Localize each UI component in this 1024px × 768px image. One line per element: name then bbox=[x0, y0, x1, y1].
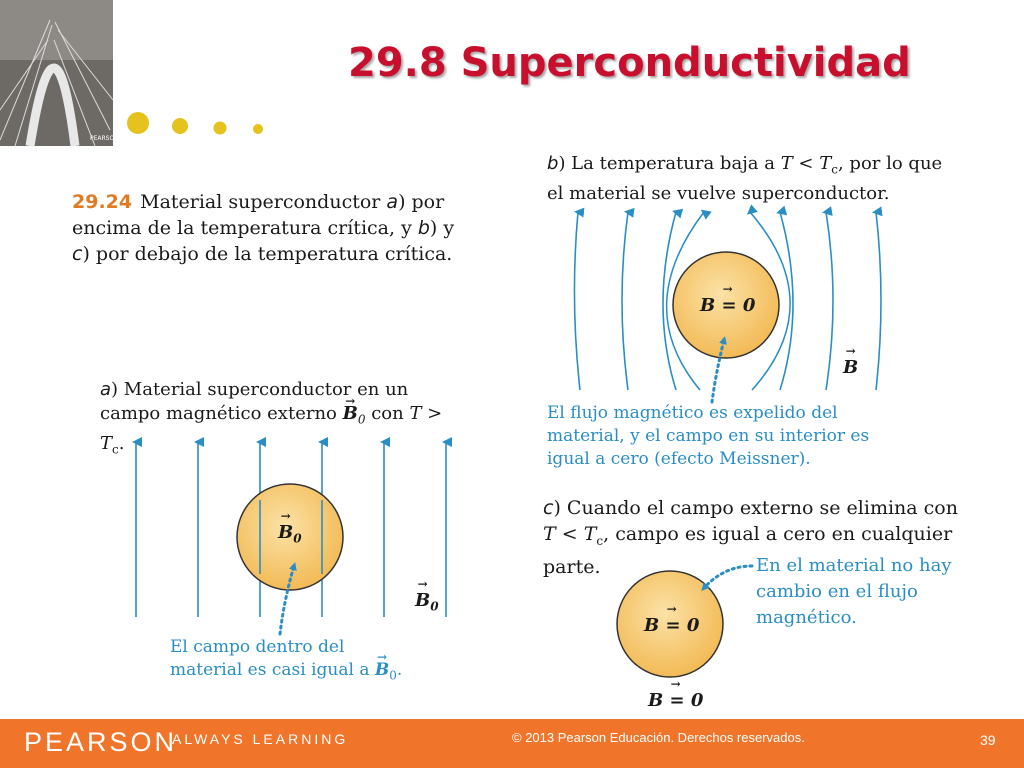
page-number: 39 bbox=[980, 732, 996, 748]
copyright-text: © 2013 Pearson Educación. Derechos reservados. bbox=[512, 730, 805, 745]
figure-caption: 29.24 Material superconductor a) por encima de la temperatura crítica, y b) y c) por debajo de la temperatura crítica. bbox=[72, 191, 455, 265]
field-line bbox=[876, 212, 881, 390]
footer-tagline: ALWAYS LEARNING bbox=[172, 731, 349, 747]
figure-number: 29.24 bbox=[72, 191, 133, 213]
field-line bbox=[826, 212, 833, 390]
panel-c-note: En el material no hay cambio en el flujo magnético. bbox=[756, 555, 952, 628]
panel-c-field-label: → B = 0 bbox=[648, 690, 703, 711]
field-line bbox=[574, 212, 580, 390]
slide-title: 29.8 Superconductividad bbox=[348, 40, 911, 86]
panel-c-caption: c) Cuando el campo externo se elimina con $T < T_c$, campo es igual a cero en cualquier parte. bbox=[543, 497, 958, 578]
cover-brand: PEARSON bbox=[90, 135, 119, 142]
panel-a-field-label: → $B_0$ bbox=[415, 590, 439, 614]
panel-a-note: El campo dentro del material es casi igual $a \to B_0$. bbox=[170, 636, 420, 687]
pearson-logo: PEARSON bbox=[24, 727, 178, 757]
panel-c-sphere-label: → B = 0 bbox=[644, 615, 699, 636]
panel-b-note: El flujo magnético es expelido del material, y el campo en su interior es igual a cero (efecto Meissner). bbox=[547, 403, 870, 469]
panel-b-caption: b) La temperatura baja a $T < T_c$, por lo que el material se vuelve superconductor. bbox=[547, 153, 943, 204]
panel-a-caption: a) Material superconductor en un campo magnético externo → $B_0$ con $T > T_c$. bbox=[100, 378, 460, 461]
panel-b-sphere-label: → B = 0 bbox=[700, 295, 755, 316]
panel-b-field-label: → B bbox=[843, 357, 858, 378]
panel-a-sphere-label: → $B_0$ bbox=[278, 522, 302, 546]
field-line bbox=[780, 212, 793, 390]
field-line bbox=[622, 212, 628, 390]
